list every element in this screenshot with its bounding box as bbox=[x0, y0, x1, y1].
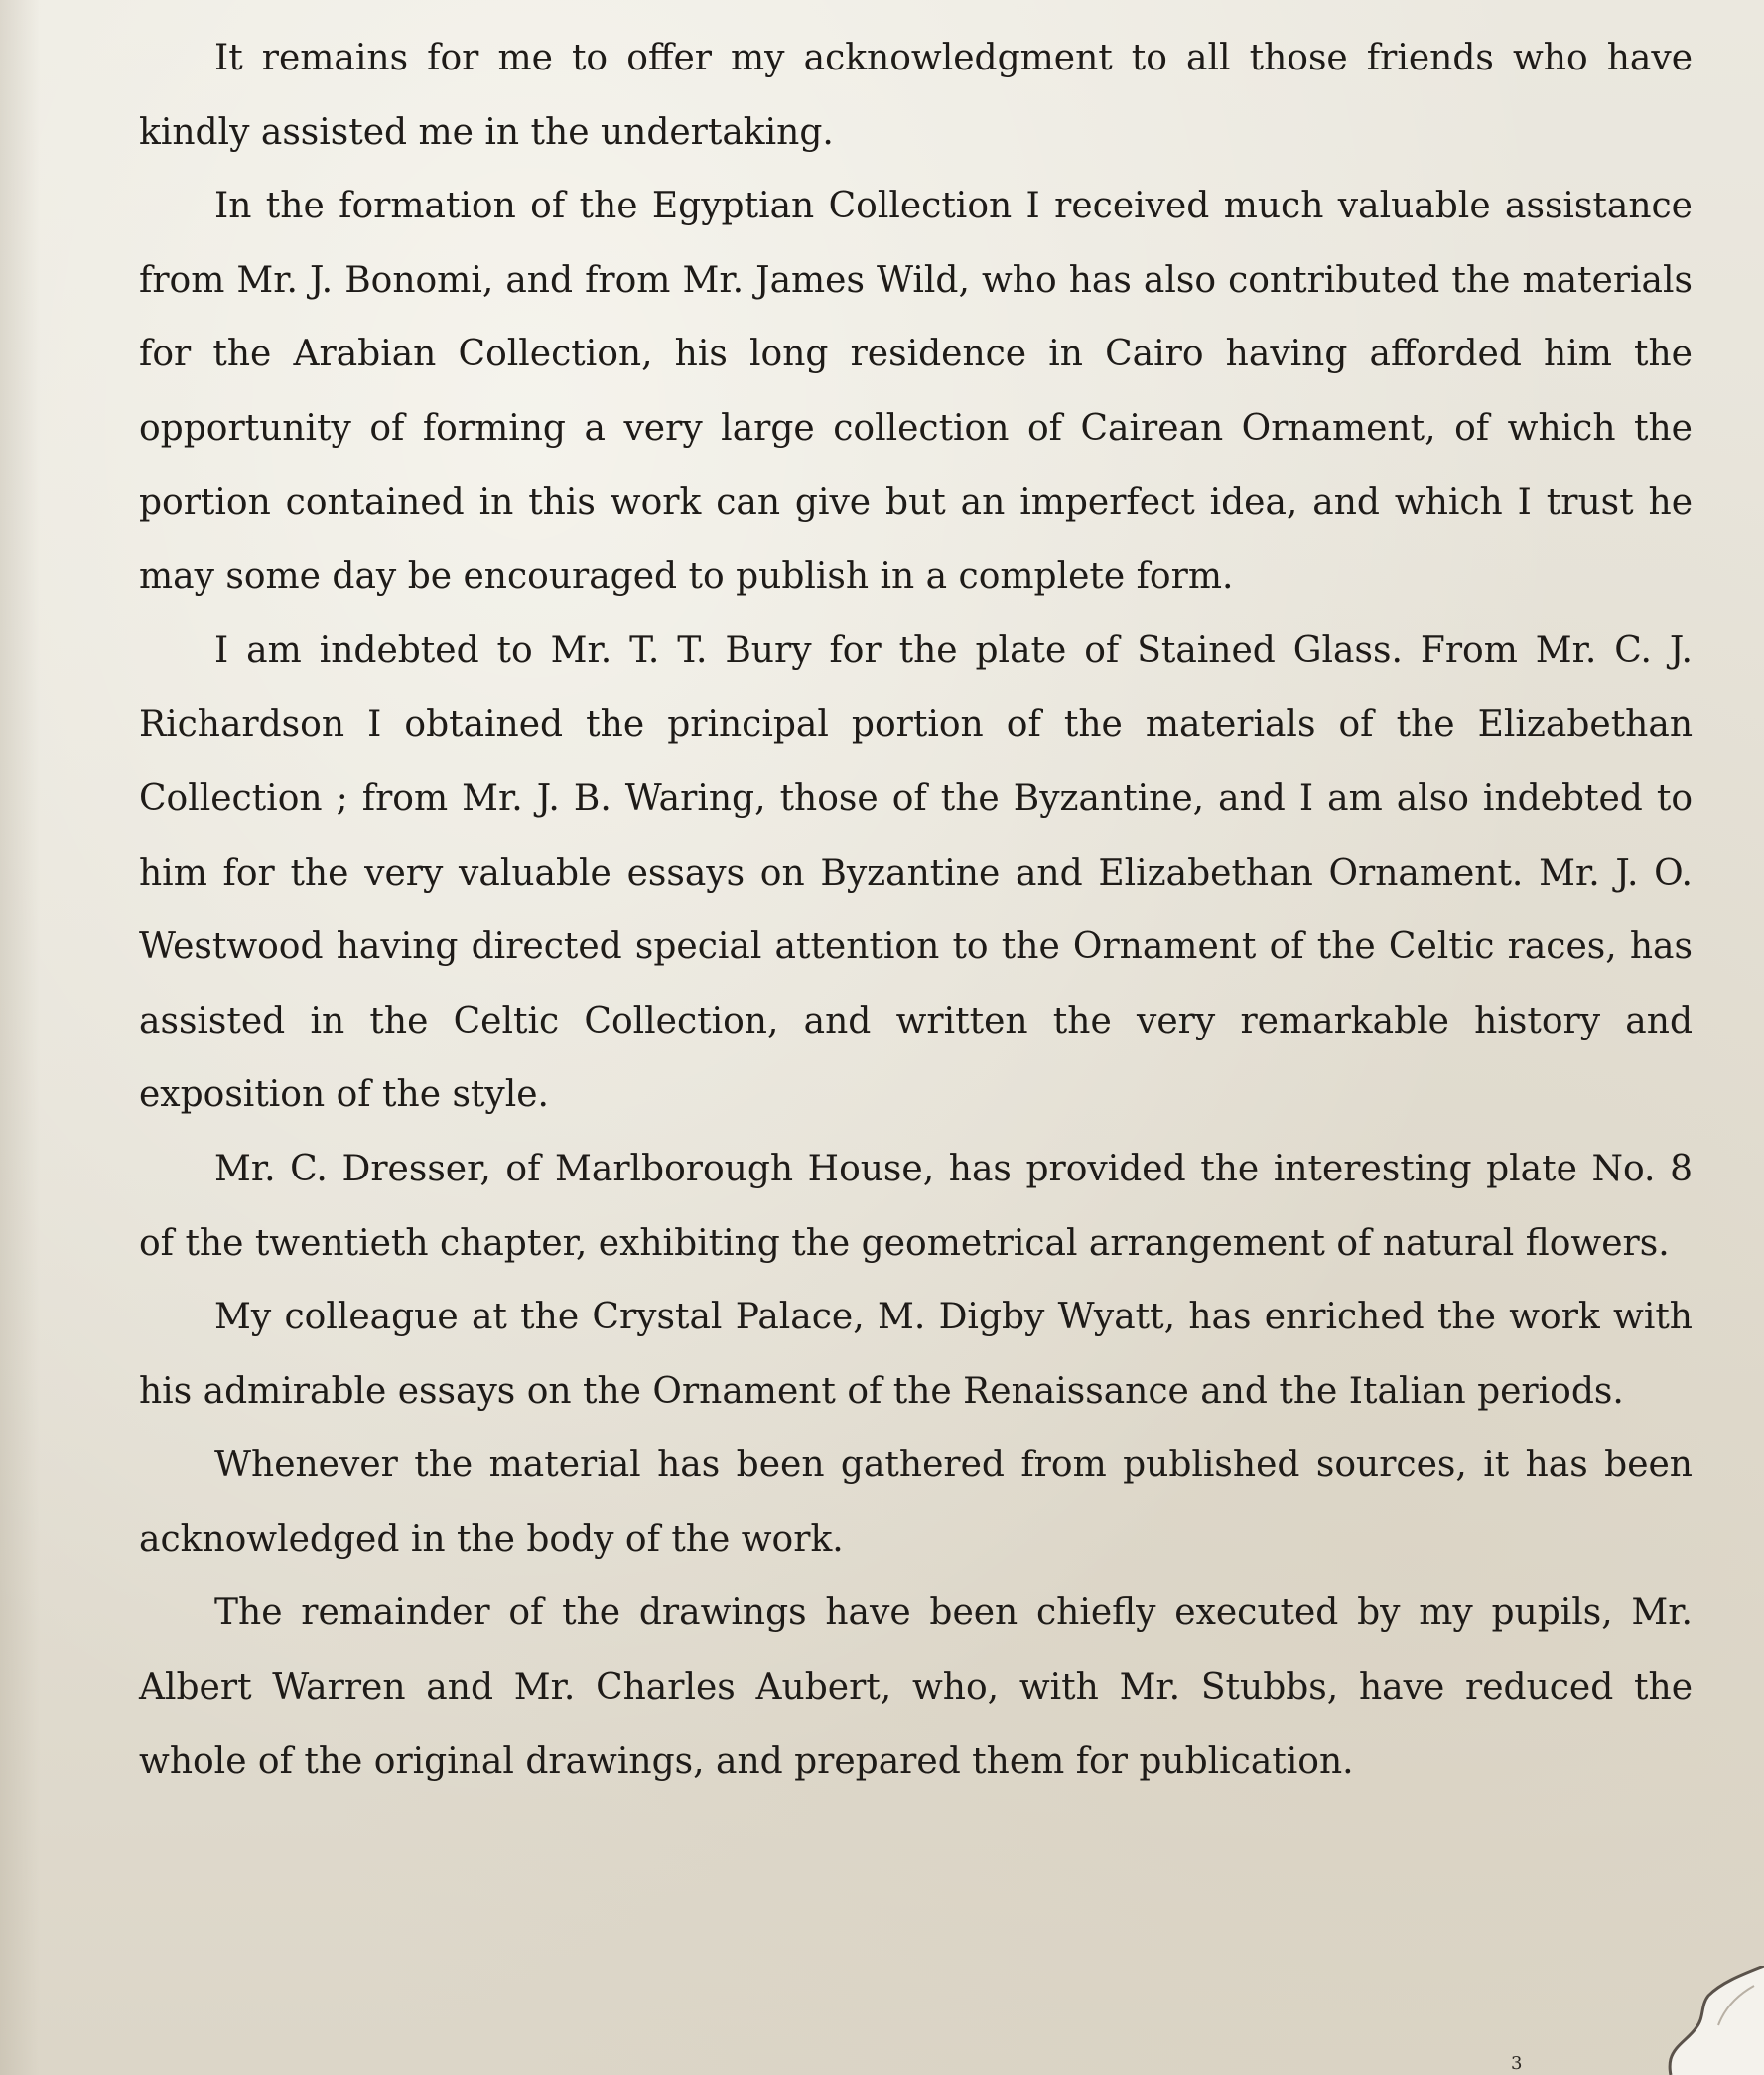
page-edge-shadow bbox=[0, 0, 40, 2075]
paragraph-digby-wyatt: My colleague at the Crystal Palace, M. Digby Wyatt, has enriched the work with his admirable essays on the Ornament of the Renaissance and the Italian periods. bbox=[139, 1297, 1693, 1412]
paragraph-drawings: The remainder of the drawings have been chiefly executed by my pupils, Mr. Albert Warren and Mr. Charles Aubert, who, with Mr. Stubbs, have reduced the whole of the original drawings, and prepared them for publication. bbox=[139, 1592, 1693, 1782]
paragraph-acknowledgment: It remains for me to offer my acknowledgment to all those friends who have kindly assisted me in the undertaking. bbox=[139, 38, 1693, 153]
paragraph-egyptian-collection: In the formation of the Egyptian Collection I received much valuable assistance from Mr. J. Bonomi, and from Mr. James Wild, who has also contributed the materials for the Arabian Collection, his long residence in Cairo having afforded him the opportunity of forming a very large collection of Cairean Ornament, of which the portion contained in this work can give but an imperfect idea, and which I trust he may some day be encouraged to publish in a complete form. bbox=[139, 186, 1693, 598]
paragraph-published-sources: Whenever the material has been gathered from published sources, it has been acknowledged in the body of the work. bbox=[139, 1445, 1693, 1560]
page-number: 3 bbox=[1511, 2053, 1523, 2074]
body-text bbox=[139, 22, 1693, 1799]
paragraph-stained-glass: I am indebted to Mr. T. T. Bury for the plate of Stained Glass. From Mr. C. J. Richardson I obtained the principal portion of the materials of the Elizabethan Collection ; from Mr. J. B. Waring, those of the Byzantine, and I am also indebted to him for the very valuable essays on Byzantine and Elizabethan Ornament. Mr. J. O. Westwood having directed special attention to the Ornament of the Celtic races, has assisted in the Celtic Collection, and written the very remarkable history and exposition of the style. bbox=[139, 629, 1693, 1116]
torn-corner bbox=[1605, 1966, 1764, 2075]
paragraph-dresser: Mr. C. Dresser, of Marlborough House, has provided the interesting plate No. 8 of the twentieth chapter, exhibiting the geometrical arrangement of natural flowers. bbox=[139, 1148, 1693, 1264]
